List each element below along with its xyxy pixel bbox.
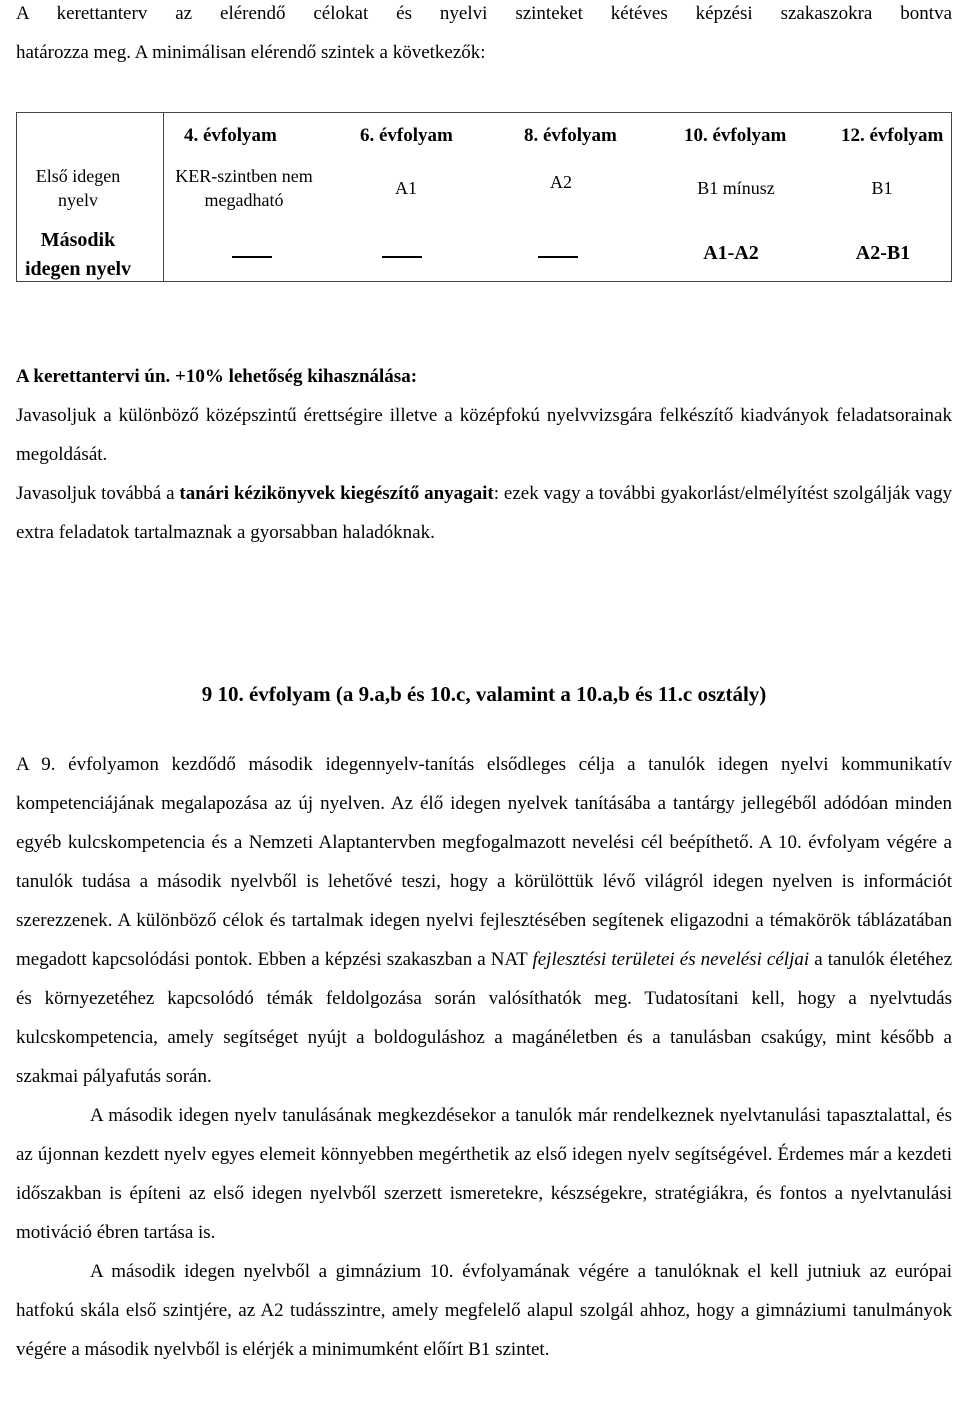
year-header-10: 10. évfolyam <box>684 125 787 146</box>
year-header-6: 6. évfolyam <box>360 125 453 146</box>
section-p1-text-a: A 9. évfolyamon kezdődő második idegennyelv-tanítás elsődleges célja a tanulók idegen nyelvi kommunikatív kompetenciájának megalapozása az új nyelven. Az élő idegen nyelvek tanításába a tantárgy jellegéből adódóan minden egyéb kulcskompetencia és a Nemzeti Alaptantervben megfogalmazott nevelési cél beépíthető. A 10. évfolyam végére a tanulók tudása a második nyelvből is lehetővé teszi, hogy a körülöttük lévő világról idegen nyelven is információt szerezzenek. A különböző célok és tartalmak idegen nyelvi fejlesztésében segítenek eligazodni a témakörök táblázatában megadott kapcsolódási pontok. Ebben a képzési szakaszban a NAT <box>16 754 952 970</box>
section-body <box>16 745 952 1369</box>
plus10-p2-text-b: : ezek vagy a további gyakorlást/elmélyítést szolgálják vagy extra feladatok tartalmaznak a gyorsabban haladóknak. <box>16 483 952 543</box>
level-table <box>16 112 952 282</box>
row-label-second-language: Második idegen nyelv <box>24 229 132 280</box>
year-header-4: 4. évfolyam <box>184 125 277 146</box>
level-table-border <box>16 112 952 282</box>
cell-first-4: KER-szintben nem megadható <box>175 166 313 210</box>
row-label-first-language: Első idegen nyelv <box>35 166 121 210</box>
plus10-paragraph-1: Javasoljuk a különböző középszintű érettségire illetve a középfokú nyelvvizsgára felkészítő kiadványok feladatsorainak megoldását. <box>16 405 952 465</box>
year-header-12: 12. évfolyam <box>841 125 944 146</box>
section-p1-text-b: a tanulók életéhez és környezetéhez kapcsolódó témák feldolgozása során valósíthatók meg. Tudatosítani kell, hogy a nyelvtudás kulcskompetencia, amely segítséget nyújt a boldoguláshoz a magánéletben és a tanulásban csakúgy, mint később a szakmai pályafutás során. <box>16 949 952 1087</box>
section-title: 9 10. évfolyam (a 9.a,b és 10.c, valamint a 10.a,b és 11.c osztály) <box>201 682 767 706</box>
dash-second-8 <box>538 256 578 258</box>
intro-line-1: A kerettanterv az elérendő célokat és nyelvi szinteket kétéves képzési szakaszokra bontva <box>16 3 952 24</box>
cell-first-12: B1 <box>871 178 893 198</box>
intro-line-2: határozza meg. A minimálisan elérendő szintek a következők: <box>16 42 486 63</box>
cell-first-10: B1 mínusz <box>697 178 775 198</box>
plus10-paragraph-2 <box>16 474 952 552</box>
section-paragraph-3: A második idegen nyelvből a gimnázium 10. évfolyamának végére a tanulóknak el kell jutniuk az európai hatfokú skála első szintjére, az A2 tudásszintre, amely megfelelő alapul szolgál ahhoz, hogy a gimnáziumi tanulmányok végére a második nyelvből is elérjék a minimumként előírt B1 szintet. <box>16 1261 952 1360</box>
cell-second-12: A2-B1 <box>855 242 911 264</box>
cell-second-10: A1-A2 <box>703 242 759 264</box>
dash-second-4 <box>232 256 272 258</box>
intro-paragraph <box>16 0 952 72</box>
section-p1-italic: fejlesztési területei és nevelési céljai <box>532 949 810 970</box>
year-header-8: 8. évfolyam <box>524 125 617 146</box>
cell-first-6: A1 <box>395 178 417 198</box>
section-paragraph-1 <box>16 745 952 1096</box>
section-paragraph-2: A második idegen nyelv tanulásának megkezdésekor a tanulók már rendelkeznek nyelvtanulási tapasztalattal, és az újonnan kezdett nyelv egyes elemeit könnyebben megérthetik az első idegen nyelv segítségével. Érdemes már a kezdeti időszakban is építeni az első idegen nyelvből szerzett ismeretekre, készségekre, stratégiákra, és fontos a nyelvtanulási motiváció ébren tartása is. <box>16 1105 952 1243</box>
cell-first-8: A2 <box>550 172 572 192</box>
plus10-p2-bold: tanári kézikönyvek kiegészítő anyagait <box>179 483 494 504</box>
plus10-heading: A kerettantervi ún. +10% lehetőség kihasználása: <box>16 366 418 387</box>
plus10-section <box>16 357 952 552</box>
plus10-p2-text-a: Javasoljuk továbbá a <box>16 483 180 504</box>
dash-second-6 <box>382 256 422 258</box>
